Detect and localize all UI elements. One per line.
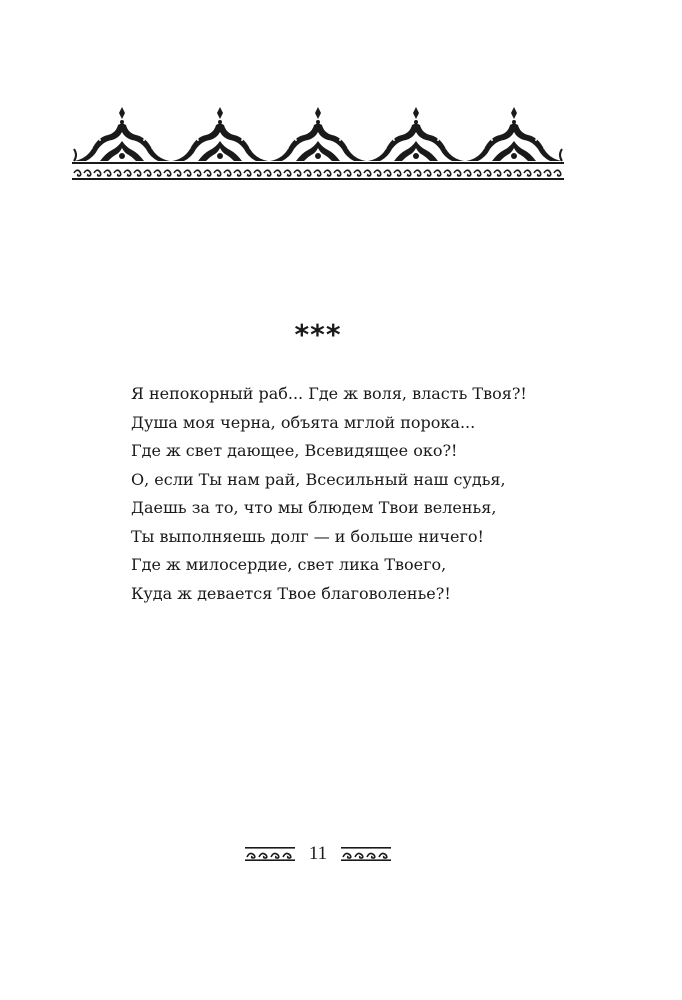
poem-line: Где ж милосердие, свет лика Твоего,	[131, 555, 447, 574]
page-number: 11	[308, 843, 328, 864]
poem-line: Ты выполняешь долг — и больше ничего!	[131, 526, 484, 546]
page-footer	[0, 840, 636, 868]
footer-ornament-right-icon	[341, 846, 391, 862]
poem-line: Душа моя черна, объята мглой порока...	[131, 412, 476, 432]
poem-line: Я непокорный раб... Где ж воля, власть Твоя?!	[131, 384, 527, 403]
footer-ornament-left-icon	[245, 846, 295, 862]
poem	[131, 380, 591, 608]
poem-line: О, если Ты нам рай, Всесильный наш судья,	[131, 469, 506, 489]
section-mark: ***	[294, 318, 342, 351]
ornament-border-icon	[72, 105, 564, 183]
poem-line: Где ж свет дающее, Всевидящее око?!	[131, 441, 458, 460]
poem-line: Даешь за то, что мы блюдем Твои веленья,	[131, 498, 497, 517]
poem-line: Куда ж девается Твое благоволенье?!	[131, 583, 451, 603]
